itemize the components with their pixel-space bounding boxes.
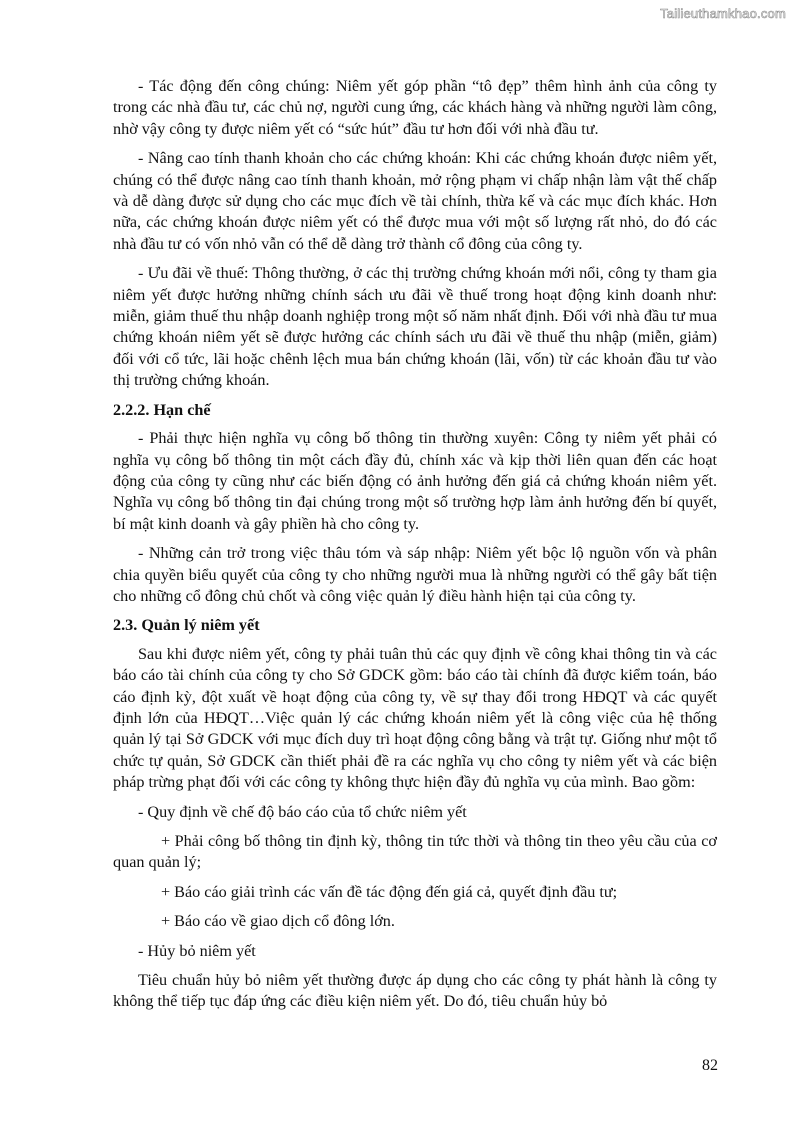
section-heading-limitations: 2.2.2. Hạn chế bbox=[113, 400, 211, 419]
paragraph-takeover-barriers: - Những cản trở trong việc thâu tóm và sáp nhập: Niêm yết bộc lộ nguồn vốn và phân chia quyền biểu quyết của công ty cho những người mua là những người có thể gây bất tiện cho những cổ đông chủ chốt và công việc quản lý điều hành hiện tại của công ty. bbox=[113, 544, 717, 605]
paragraph-after-listing: Sau khi được niêm yết, công ty phải tuân thủ các quy định về công khai thông tin và các báo cáo tài chính của công ty cho Sở GDCK gồm: báo cáo tài chính đã được kiểm toán, báo cáo định kỳ, đột xuất về hoạt động của công ty, về sự thay đổi trong HĐQT và các quyết định lớn của HĐQT…Việc quản lý các chứng khoán niêm yết là công việc của hệ thống quản lý tại Sở GDCK với mục đích duy trì hoạt động công bằng và trật tự. Giống như một tổ chức tự quản, Sở GDCK cần thiết phải đề ra các nghĩa vụ cho công ty niêm yết và các biện pháp trừng phạt đối với các công ty không thực hiện đầy đủ nghĩa vụ của mình. Bao gồm: bbox=[113, 644, 717, 792]
paragraph-public-impact: - Tác động đến công chúng: Niêm yết góp phần “tô đẹp” thêm hình ảnh của công ty trong các nhà đầu tư, các chủ nợ, người cung ứng, các khách hàng và những người làm công, nhờ vậy công ty được niêm yết có “sức hút” đầu tư hơn đối với nhà đầu tư. bbox=[113, 77, 717, 138]
sub-item-periodic-disclosure: + Phải công bố thông tin định kỳ, thông tin tức thời và thông tin theo yêu cầu của cơ quan quản lý; bbox=[113, 832, 717, 872]
page-number: 82 bbox=[702, 1057, 718, 1074]
document-body bbox=[113, 76, 717, 1021]
list-item-delisting: - Hủy bỏ niêm yết bbox=[138, 941, 256, 960]
section-heading-listing-management: 2.3. Quản lý niêm yết bbox=[113, 616, 260, 635]
paragraph-tax-incentives: - Ưu đãi về thuế: Thông thường, ở các thị trường chứng khoán mới nổi, công ty tham gia niêm yết được hưởng những chính sách ưu đãi về thuế trong hoạt động kinh doanh như: miễn, giảm thuế thu nhập doanh nghiệp trong một số năm nhất định. Đối với nhà đầu tư mua chứng khoán niêm yết sẽ được hưởng các chính sách ưu đãi về thuế thu nhập (miễn, giảm) đối với cổ tức, lãi hoặc chênh lệch mua bán chứng khoán (lãi, vốn) từ các khoản đầu tư vào thị trường chứng khoán. bbox=[113, 264, 717, 390]
paragraph-liquidity: - Nâng cao tính thanh khoản cho các chứng khoán: Khi các chứng khoán được niêm yết, chúng có thể được nâng cao tính thanh khoản, mở rộng phạm vi chấp nhận làm vật thế chấp và dễ dàng được sử dụng cho các mục đích về tài chính, thừa kế và các mục đích khác. Hơn nữa, các chứng khoán được niêm yết có thể được mua với một số lượng rất nhỏ, do đó các nhà đầu tư có vốn nhỏ vẫn có thể dễ dàng trở thành cổ đông của công ty. bbox=[113, 149, 717, 253]
sub-item-explanation-report: + Báo cáo giải trình các vấn đề tác động đến giá cả, quyết định đầu tư; bbox=[161, 882, 618, 901]
sub-item-major-shareholder-report: + Báo cáo về giao dịch cổ đông lớn. bbox=[161, 912, 395, 931]
paragraph-disclosure-obligation: - Phải thực hiện nghĩa vụ công bố thông tin thường xuyên: Công ty niêm yết phải có nghĩa vụ công bố thông tin một cách đầy đủ, chính xác và kịp thời liên quan đến các hoạt động của công ty cũng như các biến động có ảnh hưởng đến giá cả chứng khoán niêm yết. Nghĩa vụ công bố thông tin đại chúng trong một số trường hợp làm ảnh hưởng đến bí quyết, bí mật kinh doanh và gây phiền hà cho công ty. bbox=[113, 429, 717, 533]
list-item-reporting-regime: - Quy định về chế độ báo cáo của tổ chức niêm yết bbox=[138, 802, 467, 821]
paragraph-delisting-criteria: Tiêu chuẩn hủy bỏ niêm yết thường được áp dụng cho các công ty phát hành là công ty không thể tiếp tục đáp ứng các điều kiện niêm yết. Do đó, tiêu chuẩn hủy bỏ bbox=[113, 971, 717, 1011]
watermark-text: Tailieuthamkhao.com bbox=[660, 6, 786, 21]
